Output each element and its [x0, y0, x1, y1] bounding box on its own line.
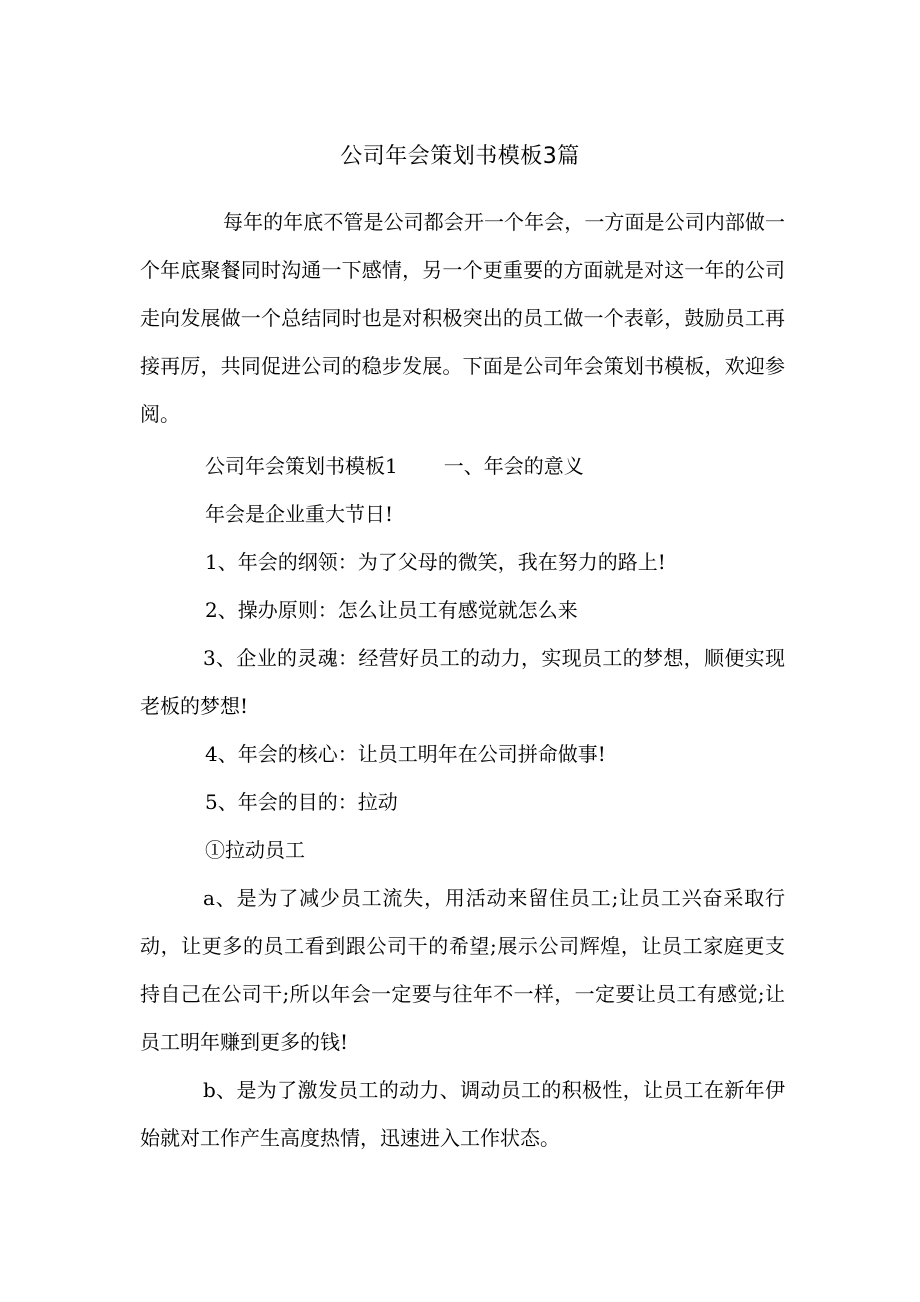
statement-paragraph: 年会是企业重大节日!	[205, 502, 394, 526]
subpoint-1: ①拉动员工	[205, 838, 305, 862]
template-heading-line	[205, 442, 584, 490]
template-heading: 公司年会策划书模板1	[205, 454, 398, 478]
document-title: 公司年会策划书模板3篇	[340, 144, 580, 169]
point-1: 1、年会的纲领：为了父母的微笑，我在努力的路上!	[205, 550, 666, 574]
section-heading: 一、年会的意义	[443, 454, 584, 478]
intro-paragraph: 每年的年底不管是公司都会开一个年会，一方面是公司内部做一个年底聚餐同时沟通一下感情，另一个更重要的方面就是对这一年的公司走向发展做一个总结同时也是对积极突出的员工做一个表彰，鼓励员工再接再厉，共同促进公司的稳步发展。下面是公司年会策划书模板，欢迎参阅。	[140, 210, 785, 426]
point-3: 3、企业的灵魂：经营好员工的动力，实现员工的梦想，顺便实现老板的梦想!	[140, 646, 785, 718]
point-2: 2、操办原则：怎么让员工有感觉就怎么来	[205, 598, 578, 622]
point-5: 5、年会的目的：拉动	[205, 790, 398, 814]
point-4: 4、年会的核心：让员工明年在公司拼命做事!	[205, 742, 606, 766]
paragraph-a: a、是为了减少员工流失，用活动来留住员工;让员工兴奋采取行动，让更多的员工看到跟公司干的希望;展示公司辉煌，让员工家庭更支持自己在公司干;所以年会一定要与往年不一样，一定要让员工有感觉;让员工明年赚到更多的钱!	[140, 886, 785, 1054]
paragraph-b: b、是为了激发员工的动力、调动员工的积极性，让员工在新年伊始就对工作产生高度热情，迅速进入工作状态。	[140, 1078, 785, 1150]
